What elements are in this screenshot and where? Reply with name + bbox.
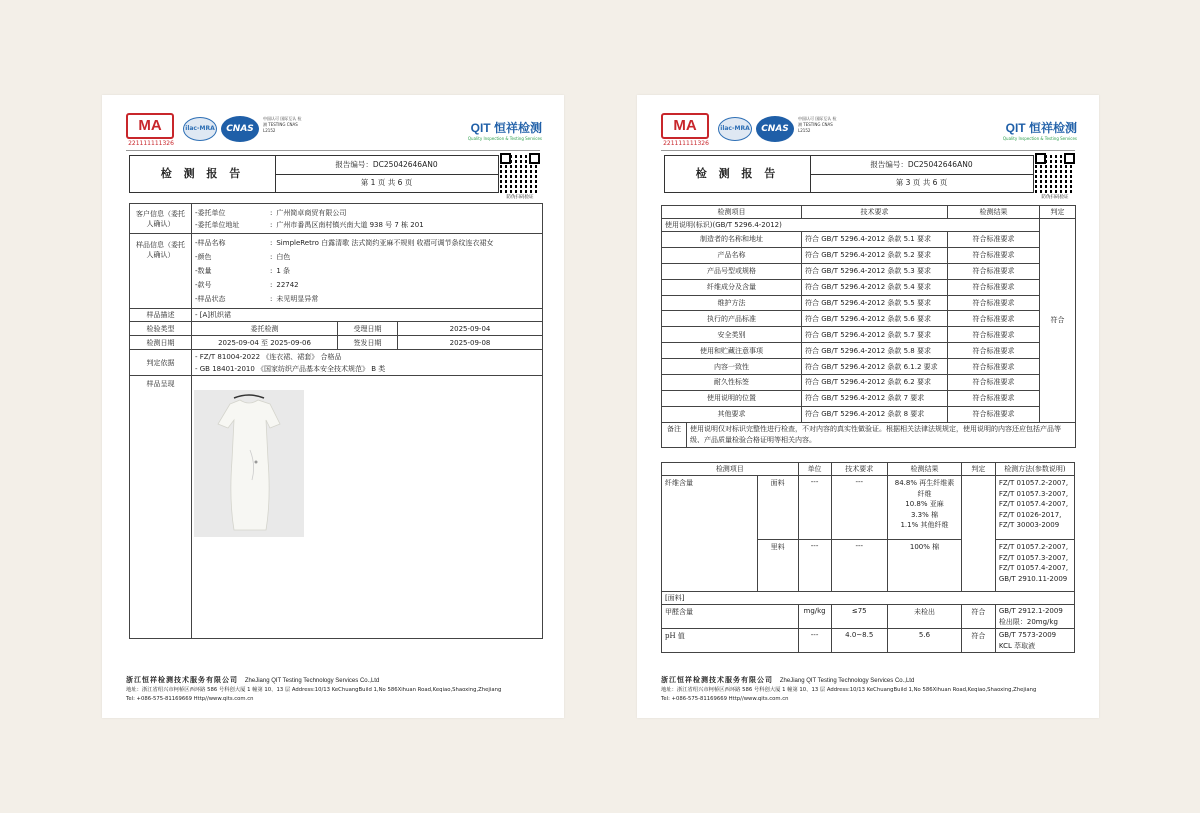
table-row: 内容一致性 bbox=[662, 359, 802, 375]
table-row: 安全类别 bbox=[662, 327, 802, 343]
lining-label: 里料 bbox=[757, 540, 798, 592]
table-cell: 符合 GB/T 5296.4-2012 条款 5.4 要求 bbox=[802, 279, 948, 295]
method-line: FZ/T 01057.4-2007, bbox=[998, 500, 1069, 508]
report-info-table bbox=[129, 203, 543, 639]
table-cell: 5.6 bbox=[888, 629, 962, 653]
sample-row-value: 1 条 bbox=[276, 267, 291, 275]
qit-logo bbox=[1003, 119, 1077, 141]
client-info-label: 客户信息（委托人确认） bbox=[130, 204, 192, 234]
ma-number: 221111111326 bbox=[663, 140, 709, 147]
table-cell: 未检出 bbox=[888, 605, 962, 629]
sample-row-value: 未见明显异常 bbox=[276, 295, 319, 303]
received-date-value: 2025-09-04 bbox=[398, 322, 543, 336]
client-info-cell: -委托单位 : 广州简卓商贸有限公司 -委托单位地址 : 广州市番禺区南村镇兴南大道 938 号 7 栋 201 bbox=[192, 204, 543, 234]
table-cell: 符合标准要求 bbox=[948, 359, 1040, 375]
table-row: 使用和贮藏注意事项 bbox=[662, 343, 802, 359]
qit-tagline: Quality Inspection & Testing Services bbox=[1002, 136, 1077, 141]
method-line: FZ/T 30003-2009 bbox=[998, 521, 1060, 529]
qit-logo bbox=[468, 119, 542, 141]
sample-row-label: -样品状态 bbox=[195, 295, 226, 303]
page-footer bbox=[126, 675, 544, 704]
fiber-line: 84.8% 再生纤维素 bbox=[894, 479, 955, 487]
received-date-label: 受理日期 bbox=[338, 322, 398, 336]
table-cell: 符合 GB/T 5296.4-2012 条款 5.1 要求 bbox=[802, 232, 948, 248]
table-cell: 符合标准要求 bbox=[948, 232, 1040, 248]
table-cell: mg/kg bbox=[798, 605, 831, 629]
page-info: 第 1 页 共 6 页 bbox=[360, 178, 413, 187]
fiber-content-label: 纤维含量 bbox=[662, 476, 758, 592]
qit-brand: QIT bbox=[1005, 121, 1026, 135]
table-cell: 符合 bbox=[961, 629, 995, 653]
sample-info-label: 样品信息（委托人确认） bbox=[130, 234, 192, 309]
sample-row-label: -样品名称 bbox=[195, 239, 226, 247]
report-page-3 bbox=[637, 95, 1099, 718]
table-cell: 符合标准要求 bbox=[948, 343, 1040, 359]
table-cell: 符合 GB/T 5296.4-2012 条款 6.2 要求 bbox=[802, 375, 948, 391]
fabric-section-label: [面料] bbox=[662, 592, 1075, 605]
qr-code-icon[interactable] bbox=[500, 153, 540, 193]
fabric-label: 面料 bbox=[757, 476, 798, 540]
company-address: 地址：浙江省绍兴市柯桥区西环路 586 号科创大厦 1 幢第 10、13 层 Address:10/13 KeChuangBuild 1,No 586Xihuan Road,Keqiao,Shaoxing,Zhejiang bbox=[126, 687, 502, 693]
table-cell: 符合 GB/T 5296.4-2012 条款 5.5 要求 bbox=[802, 295, 948, 311]
sample-row-value: 22742 bbox=[276, 281, 299, 289]
company-contact: Tel: +086-575-81169669 Http//www.qits.com.cn bbox=[126, 696, 254, 702]
sample-row-value: SimpleRetro 白露清歌 法式简约亚麻不规则 收褶可调节条纹连衣裙女 bbox=[276, 239, 494, 247]
test-date-label: 检测日期 bbox=[130, 336, 192, 350]
table-row: 甲醛含量 bbox=[662, 605, 799, 629]
client-row-label: -委托单位地址 bbox=[195, 220, 240, 229]
table-cell: 符合标准要求 bbox=[948, 247, 1040, 263]
test-type-label: 检验类型 bbox=[130, 322, 192, 336]
chemical-test-table bbox=[661, 462, 1075, 653]
table-cell: 符合标准要求 bbox=[948, 279, 1040, 295]
client-row-value: 广州市番禺区南村镇兴南大道 938 号 7 栋 201 bbox=[276, 220, 424, 229]
lining-req: --- bbox=[831, 540, 888, 592]
table-cell: ≤75 bbox=[831, 605, 888, 629]
method-line: 检出限：20mg/kg bbox=[998, 617, 1058, 626]
cnas-logo: CNAS bbox=[221, 116, 259, 142]
table-row: pH 值 bbox=[662, 629, 799, 653]
method-line: FZ/T 01026-2017, bbox=[998, 510, 1062, 519]
ilac-logo: ilac-MRA bbox=[718, 117, 752, 141]
report-number: 报告编号：DC25042646AN0 bbox=[810, 156, 1033, 175]
sample-row-label: -款号 bbox=[195, 281, 212, 289]
fiber-verdict bbox=[961, 476, 995, 592]
company-name-en: ZheJiang QIT Testing Technology Services Co.,Ltd bbox=[779, 678, 915, 684]
method-line: FZ/T 01057.4-2007, bbox=[998, 564, 1069, 572]
table-cell bbox=[995, 605, 1074, 629]
note-label: 备注 bbox=[662, 423, 687, 447]
certification-logos bbox=[661, 113, 861, 145]
method-line: KCL 萃取液 bbox=[998, 641, 1036, 650]
t1-header: 技术要求 bbox=[802, 206, 948, 219]
basis-line: - FZ/T 81004-2022 《连衣裙、裙套》 合格品 bbox=[195, 352, 342, 361]
method-line: FZ/T 01057.3-2007, bbox=[998, 489, 1069, 498]
fabric-methods bbox=[995, 476, 1074, 540]
t2-header: 检测结果 bbox=[888, 463, 962, 476]
table-row: 产品号型或规格 bbox=[662, 263, 802, 279]
fiber-line: 10.8% 亚麻 bbox=[905, 500, 944, 508]
sample-row-label: -数量 bbox=[195, 267, 212, 275]
table-row: 维护方法 bbox=[662, 295, 802, 311]
t1-header: 判定 bbox=[1040, 206, 1076, 219]
table-cell: 符合标准要求 bbox=[948, 263, 1040, 279]
table-row: 耐久性标签 bbox=[662, 375, 802, 391]
report-number: 报告编号：DC25042646AN0 bbox=[275, 156, 498, 175]
report-title-box bbox=[129, 155, 499, 193]
table-row: 执行的产品标准 bbox=[662, 311, 802, 327]
ma-number: 221111111326 bbox=[128, 140, 174, 147]
table-row: 其他要求 bbox=[662, 406, 802, 422]
sample-row-label: -颜色 bbox=[195, 253, 212, 261]
table-row: 使用说明的位置 bbox=[662, 390, 802, 406]
table-cell: 符合 bbox=[961, 605, 995, 629]
fabric-req: --- bbox=[831, 476, 888, 540]
qit-tagline: Quality Inspection & Testing Services bbox=[467, 136, 542, 141]
table-cell: 符合 GB/T 5296.4-2012 条款 6.1.2 要求 bbox=[802, 359, 948, 375]
t2-header: 检测方法(参数说明) bbox=[995, 463, 1074, 476]
labeling-test-table bbox=[661, 205, 1076, 448]
t1-header: 检测项目 bbox=[662, 206, 802, 219]
cnas-text: 中国认可 国际互认 检测 TESTING CNAS L2152 bbox=[798, 116, 837, 133]
note-row bbox=[662, 422, 1076, 447]
report-title: 检 测 报 告 bbox=[130, 156, 276, 192]
sample-info-cell: -样品名称 : SimpleRetro 白露清歌 法式简约亚麻不规则 收褶可调节条纹连衣裙女 -颜色 : 白色 -数量 : 1 条 -款号 : 22742 -样品状态 : 未见明显异常 bbox=[192, 234, 543, 309]
method-line: GB/T 7573-2009 bbox=[998, 630, 1057, 639]
fiber-line: 1.1% 其他纤维 bbox=[900, 521, 949, 529]
test-date-value: 2025-09-04 至 2025-09-06 bbox=[192, 336, 338, 350]
table-cell: 符合标准要求 bbox=[948, 406, 1040, 422]
table-cell: 4.0~8.5 bbox=[831, 629, 888, 653]
qit-brand-cn: 恒祥检测 bbox=[1028, 121, 1077, 135]
table-cell: 符合 GB/T 5296.4-2012 条款 8 要求 bbox=[802, 406, 948, 422]
lining-methods bbox=[995, 540, 1074, 592]
test-type-value: 委托检测 bbox=[192, 322, 338, 336]
qr-caption: 防伪扫码验证 bbox=[506, 195, 534, 200]
qr-caption: 防伪扫码验证 bbox=[1041, 195, 1069, 200]
method-line: FZ/T 01057.2-2007, bbox=[998, 479, 1069, 487]
qr-code-icon[interactable] bbox=[1035, 153, 1075, 193]
sample-photo bbox=[194, 390, 304, 537]
report-title-box bbox=[664, 155, 1034, 193]
sample-desc-label: 样品描述 bbox=[130, 309, 192, 322]
company-name-cn: 浙江恒祥检测技术服务有限公司 bbox=[661, 675, 773, 684]
table-cell: 符合标准要求 bbox=[948, 311, 1040, 327]
header-divider bbox=[661, 150, 1075, 151]
ma-logo: MA bbox=[126, 113, 174, 139]
issue-date-label: 签发日期 bbox=[338, 336, 398, 350]
t2-header: 技术要求 bbox=[831, 463, 888, 476]
header-divider bbox=[126, 150, 540, 151]
method-line: FZ/T 01057.3-2007, bbox=[998, 553, 1069, 562]
cnas-logo: CNAS bbox=[756, 116, 794, 142]
qit-brand: QIT bbox=[470, 121, 491, 135]
method-line: GB/T 2912.1-2009 bbox=[998, 606, 1063, 615]
table-cell: --- bbox=[798, 629, 831, 653]
table-cell: 符合标准要求 bbox=[948, 295, 1040, 311]
lining-result: 100% 棉 bbox=[888, 540, 962, 592]
lining-unit: --- bbox=[798, 540, 831, 592]
table-cell: 符合标准要求 bbox=[948, 327, 1040, 343]
company-name-cn: 浙江恒祥检测技术服务有限公司 bbox=[126, 675, 238, 684]
report-page-1 bbox=[102, 95, 564, 718]
table-cell: 符合 GB/T 5296.4-2012 条款 5.3 要求 bbox=[802, 263, 948, 279]
page-info: 第 3 页 共 6 页 bbox=[895, 178, 948, 187]
table-cell bbox=[995, 629, 1074, 653]
cnas-text: 中国认可 国际互认 检测 TESTING CNAS L2152 bbox=[263, 116, 302, 133]
basis-line: - GB 18401-2010 《国家纺织产品基本安全技术规范》 B 类 bbox=[195, 364, 386, 373]
ma-logo: MA bbox=[661, 113, 709, 139]
table-cell: 符合 GB/T 5296.4-2012 条款 5.6 要求 bbox=[802, 311, 948, 327]
note-text: 使用说明仅对标识完整性进行检查，不对内容的真实性做验证。根据相关法律法规规定，使用说明的内容还应包括产品等级、产品质量检验合格证明等相关内容。 bbox=[690, 424, 1061, 444]
fiber-line: 纤维 bbox=[917, 489, 932, 498]
qit-brand-cn: 恒祥检测 bbox=[493, 121, 542, 135]
method-line: GB/T 2910.11-2009 bbox=[998, 574, 1068, 583]
basis-label: 判定依据 bbox=[130, 350, 192, 376]
t1-verdict: 符合 bbox=[1040, 219, 1076, 423]
t1-section: 使用说明(标识)(GB/T 5296.4-2012) bbox=[662, 219, 1040, 232]
t2-header: 单位 bbox=[798, 463, 831, 476]
company-contact: Tel: +086-575-81169669 Http//www.qits.com.cn bbox=[661, 696, 789, 702]
table-cell: 符合标准要求 bbox=[948, 390, 1040, 406]
table-cell: 符合 GB/T 5296.4-2012 条款 5.2 要求 bbox=[802, 247, 948, 263]
sample-row-value: 白色 bbox=[276, 253, 291, 261]
ilac-logo: ilac-MRA bbox=[183, 117, 217, 141]
fabric-unit: --- bbox=[798, 476, 831, 540]
client-row-label: -委托单位 bbox=[195, 208, 226, 217]
report-title: 检 测 报 告 bbox=[665, 156, 811, 192]
fabric-result bbox=[888, 476, 962, 540]
method-line: FZ/T 01057.2-2007, bbox=[998, 543, 1069, 551]
table-cell: 符合 GB/T 5296.4-2012 条款 5.8 要求 bbox=[802, 343, 948, 359]
t2-header: 检测项目 bbox=[662, 463, 799, 476]
issue-date-value: 2025-09-08 bbox=[398, 336, 543, 350]
t2-header: 判定 bbox=[961, 463, 995, 476]
company-address: 地址：浙江省绍兴市柯桥区西环路 586 号科创大厦 1 幢第 10、13 层 Address:10/13 KeChuangBuild 1,No 586Xihuan Road,Keqiao,Shaoxing,Zhejiang bbox=[661, 687, 1037, 693]
fiber-line: 3.3% 棉 bbox=[910, 510, 938, 519]
t1-header: 检测结果 bbox=[948, 206, 1040, 219]
table-row: 产品名称 bbox=[662, 247, 802, 263]
table-cell: 符合标准要求 bbox=[948, 375, 1040, 391]
basis-cell bbox=[192, 350, 543, 376]
client-row-value: 广州简卓商贸有限公司 bbox=[276, 208, 347, 217]
sample-desc-value: - [A]机织裙 bbox=[192, 309, 543, 322]
table-row: 制造者的名称和地址 bbox=[662, 232, 802, 248]
table-cell: 符合 GB/T 5296.4-2012 条款 7 要求 bbox=[802, 390, 948, 406]
company-name-en: ZheJiang QIT Testing Technology Services Co.,Ltd bbox=[244, 678, 380, 684]
photo-label: 样品呈现 bbox=[130, 376, 192, 639]
certification-logos bbox=[126, 113, 326, 145]
table-row: 纤维成分及含量 bbox=[662, 279, 802, 295]
table-cell: 符合 GB/T 5296.4-2012 条款 5.7 要求 bbox=[802, 327, 948, 343]
page-footer bbox=[661, 675, 1079, 704]
